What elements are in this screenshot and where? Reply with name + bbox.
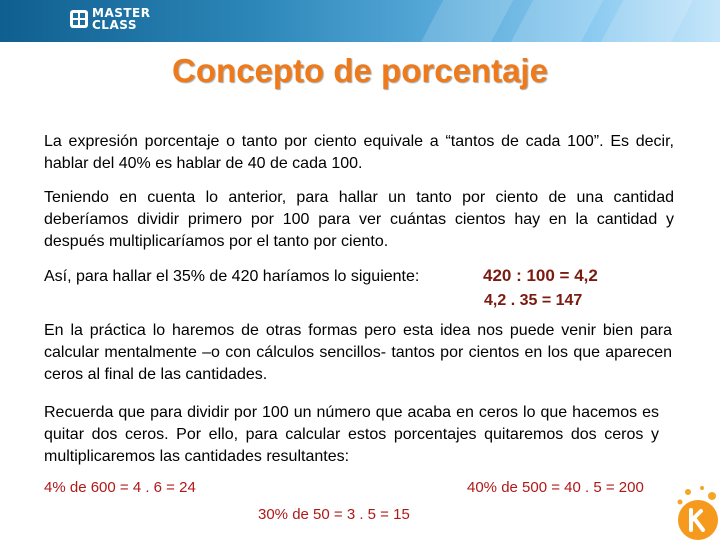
example-30-percent: 30% de 50 = 3 . 5 = 15 bbox=[258, 506, 410, 523]
example-4-percent: 4% de 600 = 4 . 6 = 24 bbox=[44, 479, 196, 496]
paragraph-practice: En la práctica lo haremos de otras formas pero esta idea nos puede venir bien para calcular mentalmente –o con cálculos sencillos- tantos por cientos en los que aparecen ceros al final de las cantidades. bbox=[44, 322, 672, 383]
paragraph-definition: La expresión porcentaje o tanto por ciento equivale a “tantos de cada 100”. Es decir, hablar del 40% es hablar de 40 de cada 100. bbox=[44, 133, 674, 172]
page-title: Concepto de porcentaje bbox=[172, 52, 548, 89]
example-40-percent: 40% de 500 = 40 . 5 = 200 bbox=[467, 479, 644, 496]
paragraph-example-intro: Así, para hallar el 35% de 420 haríamos lo siguiente: bbox=[44, 268, 420, 285]
paragraph-reminder: Recuerda que para dividir por 100 un número que acaba en ceros lo que hacemos es quitar dos ceros. Por ello, para calcular estos porcentajes quitaremos dos ceros y multiplicaremos las cantidades resultantes: bbox=[44, 404, 659, 465]
logo-mark-icon bbox=[70, 10, 88, 28]
header-stripe bbox=[411, 0, 518, 42]
logo-line-1: MASTER bbox=[92, 6, 151, 20]
example-calc-step-2: 4,2 . 35 = 147 bbox=[484, 292, 583, 309]
example-calc-step-1: 420 : 100 = 4,2 bbox=[483, 266, 598, 285]
header-stripe bbox=[501, 0, 608, 42]
header-band bbox=[0, 0, 720, 42]
header-stripe bbox=[591, 0, 698, 42]
decorative-badge-icon bbox=[668, 484, 720, 540]
paragraph-method: Teniendo en cuenta lo anterior, para hallar un tanto por ciento de una cantidad deberíamos dividir primero por 100 para ver cuántas cientos hay en la cantidad y después multiplicaríamos por el tanto por ciento. bbox=[44, 189, 674, 250]
logo-text bbox=[92, 7, 151, 31]
masterclass-logo bbox=[70, 7, 151, 31]
logo-line-2: CLASS bbox=[92, 18, 137, 32]
